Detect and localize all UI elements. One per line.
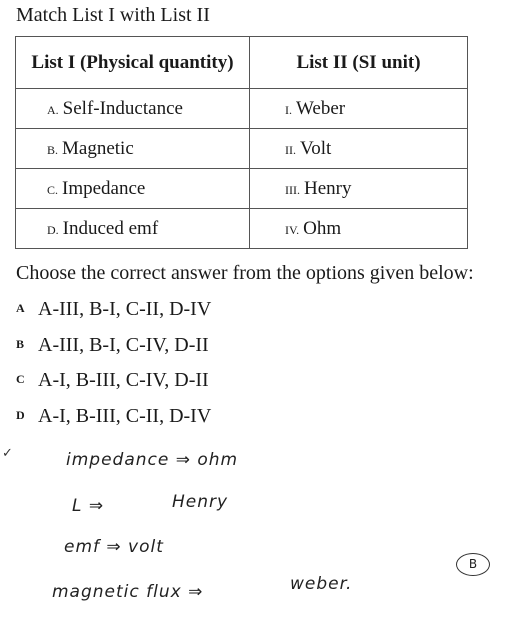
row-key: B.	[47, 142, 59, 157]
table-row	[16, 129, 468, 169]
handwritten-note-line: magnetic flux ⇒	[52, 582, 204, 602]
list-2-cell	[250, 209, 468, 249]
circled-answer: B	[456, 553, 490, 576]
option-text: A-III, B-I, C-II, D-IV	[38, 298, 212, 320]
list-2-cell	[250, 169, 468, 209]
handwritten-note-line: Henry	[172, 492, 229, 512]
row-text: Self-Inductance	[62, 97, 183, 119]
match-table	[15, 36, 468, 249]
row-key: IV.	[285, 222, 300, 237]
option-letter: D	[16, 408, 25, 422]
list-2-cell	[250, 129, 468, 169]
list-1-cell	[16, 129, 250, 169]
row-text: Induced emf	[62, 217, 159, 239]
option-text: A-I, B-III, C-IV, D-II	[38, 369, 209, 391]
list-2-cell	[250, 89, 468, 129]
answer-prompt: Choose the correct answer from the options given below:	[16, 262, 474, 284]
question-heading: Match List I with List II	[16, 4, 210, 26]
row-key: C.	[47, 182, 59, 197]
list-1-cell	[16, 169, 250, 209]
row-text: Magnetic	[62, 137, 134, 159]
row-text: Volt	[300, 137, 332, 159]
list-2-header: List II (SI unit)	[250, 37, 468, 89]
option-b[interactable]	[16, 334, 209, 357]
row-key: II.	[285, 142, 296, 157]
option-letter: C	[16, 372, 25, 386]
table-row	[16, 89, 468, 129]
row-text: Impedance	[62, 177, 146, 199]
list-1-cell	[16, 89, 250, 129]
option-text: A-I, B-III, C-II, D-IV	[38, 405, 212, 427]
table-row	[16, 169, 468, 209]
option-letter: A	[16, 301, 25, 315]
row-text: Henry	[304, 177, 352, 199]
row-key: I.	[285, 102, 292, 117]
option-c[interactable]	[16, 369, 209, 392]
row-text: Weber	[296, 97, 346, 119]
check-mark-icon: ✓	[2, 445, 13, 460]
row-text: Ohm	[303, 217, 342, 239]
option-text: A-III, B-I, C-IV, D-II	[38, 334, 209, 356]
row-key: III.	[285, 182, 300, 197]
row-key: A.	[47, 102, 59, 117]
option-d[interactable]	[16, 405, 211, 428]
table-header-row	[16, 37, 468, 89]
row-key: D.	[47, 222, 59, 237]
option-letter: B	[16, 337, 25, 351]
handwritten-note-line: L ⇒	[72, 496, 105, 516]
table-row	[16, 209, 468, 249]
handwritten-note-line: impedance ⇒ ohm	[66, 450, 239, 470]
list-1-cell	[16, 209, 250, 249]
handwritten-note-line: weber.	[290, 574, 353, 594]
option-a[interactable]	[16, 298, 211, 321]
list-1-header: List I (Physical quantity)	[16, 37, 250, 89]
handwritten-note-line: emf ⇒ volt	[64, 537, 164, 557]
